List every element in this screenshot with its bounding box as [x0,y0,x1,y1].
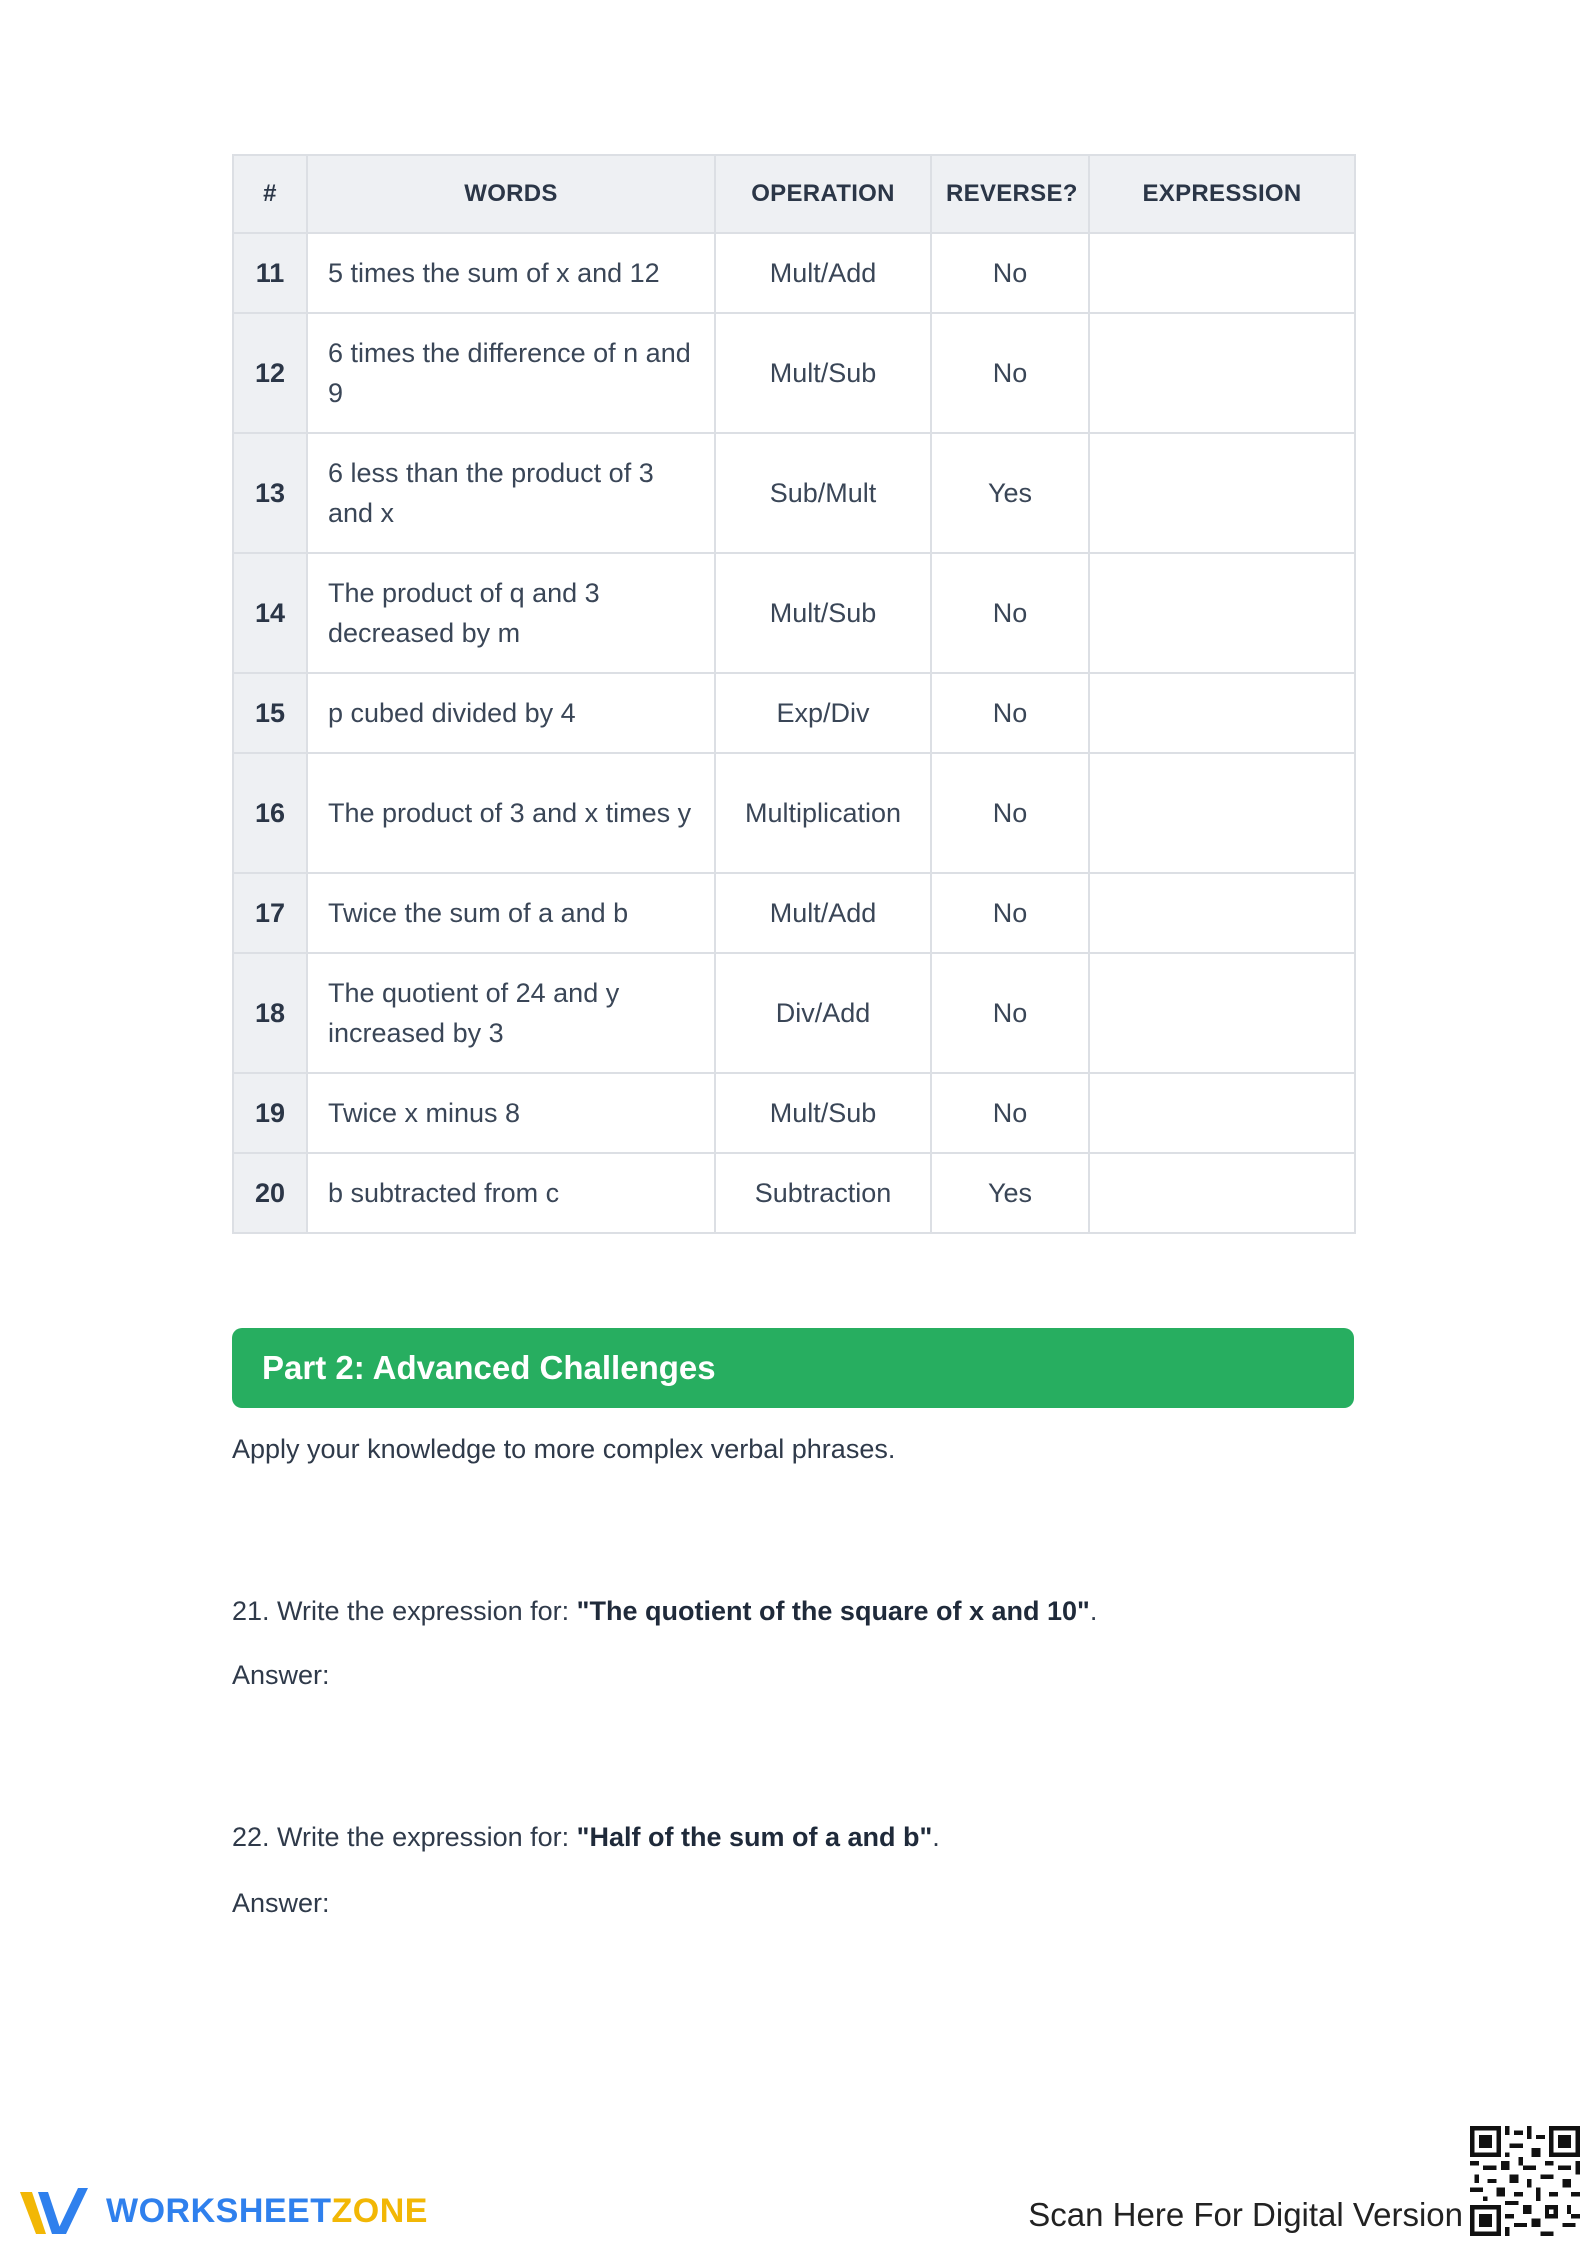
row-reverse: Yes [931,433,1089,553]
section-title: Part 2: Advanced Challenges [262,1349,716,1386]
worksheetzone-logo[interactable] [16,2182,428,2240]
row-number: 12 [233,313,307,433]
section-banner [232,1328,1354,1408]
row-expression-answer[interactable] [1089,953,1355,1073]
table-header-row [233,155,1355,233]
row-expression-answer[interactable] [1089,1073,1355,1153]
table-row [233,233,1355,313]
logo-text [106,2192,428,2231]
question-22 [232,1822,940,1853]
row-number: 16 [233,753,307,873]
scan-caption: Scan Here For Digital Version [1028,2196,1463,2233]
row-number: 14 [233,553,307,673]
question-suffix: . [932,1822,940,1852]
row-reverse: Yes [931,1153,1089,1233]
answer-label-21: Answer: [232,1660,330,1690]
row-words: The product of 3 and x times y [307,753,715,873]
table-row [233,313,1355,433]
question-phrase: "The quotient of the square of x and 10" [576,1596,1090,1626]
row-reverse: No [931,753,1089,873]
row-expression-answer[interactable] [1089,313,1355,433]
expression-table [232,154,1356,1234]
row-words: The product of q and 3 decreased by m [307,553,715,673]
header-reverse: REVERSE? [931,155,1089,233]
row-reverse: No [931,673,1089,753]
row-operation: Exp/Div [715,673,931,753]
row-operation: Mult/Sub [715,313,931,433]
logo-text-worksheet: WORKSHEET [106,2191,332,2230]
logo-text-zone: ZONE [331,2191,428,2230]
table-row [233,553,1355,673]
w-logo-icon [16,2182,92,2240]
table-row [233,753,1355,873]
row-number: 20 [233,1153,307,1233]
row-operation: Multiplication [715,753,931,873]
row-expression-answer[interactable] [1089,233,1355,313]
row-operation: Mult/Add [715,873,931,953]
header-operation: OPERATION [715,155,931,233]
row-reverse: No [931,1073,1089,1153]
row-reverse: No [931,233,1089,313]
row-words: 6 less than the product of 3 and x [307,433,715,553]
row-operation: Subtraction [715,1153,931,1233]
row-expression-answer[interactable] [1089,673,1355,753]
question-prefix: 22. Write the expression for: [232,1822,577,1852]
row-number: 13 [233,433,307,553]
table-row [233,673,1355,753]
question-21 [232,1596,1097,1627]
table-row [233,1073,1355,1153]
row-words: 5 times the sum of x and 12 [307,233,715,313]
row-number: 18 [233,953,307,1073]
row-operation: Mult/Add [715,233,931,313]
table-row [233,433,1355,553]
table-row [233,873,1355,953]
row-words: 6 times the difference of n and 9 [307,313,715,433]
row-expression-answer[interactable] [1089,553,1355,673]
row-reverse: No [931,873,1089,953]
header-expression: EXPRESSION [1089,155,1355,233]
row-operation: Div/Add [715,953,931,1073]
table-row [233,1153,1355,1233]
row-expression-answer[interactable] [1089,873,1355,953]
row-operation: Mult/Sub [715,1073,931,1153]
section-intro: Apply your knowledge to more complex verbal phrases. [232,1434,896,1464]
header-words: WORDS [307,155,715,233]
question-prefix: 21. Write the expression for: [232,1596,577,1626]
row-expression-answer[interactable] [1089,433,1355,553]
row-expression-answer[interactable] [1089,1153,1355,1233]
row-reverse: No [931,953,1089,1073]
row-expression-answer[interactable] [1089,753,1355,873]
row-number: 19 [233,1073,307,1153]
row-operation: Sub/Mult [715,433,931,553]
row-operation: Mult/Sub [715,553,931,673]
row-words: Twice the sum of a and b [307,873,715,953]
qr-code-icon[interactable] [1470,2126,1580,2236]
row-number: 15 [233,673,307,753]
row-reverse: No [931,553,1089,673]
row-number: 17 [233,873,307,953]
header-number: # [233,155,307,233]
table-row [233,953,1355,1073]
row-number: 11 [233,233,307,313]
row-reverse: No [931,313,1089,433]
row-words: b subtracted from c [307,1153,715,1233]
row-words: p cubed divided by 4 [307,673,715,753]
question-phrase: "Half of the sum of a and b" [576,1822,933,1852]
answer-label-22: Answer: [232,1888,330,1918]
row-words: The quotient of 24 and y increased by 3 [307,953,715,1073]
row-words: Twice x minus 8 [307,1073,715,1153]
question-suffix: . [1089,1596,1098,1626]
